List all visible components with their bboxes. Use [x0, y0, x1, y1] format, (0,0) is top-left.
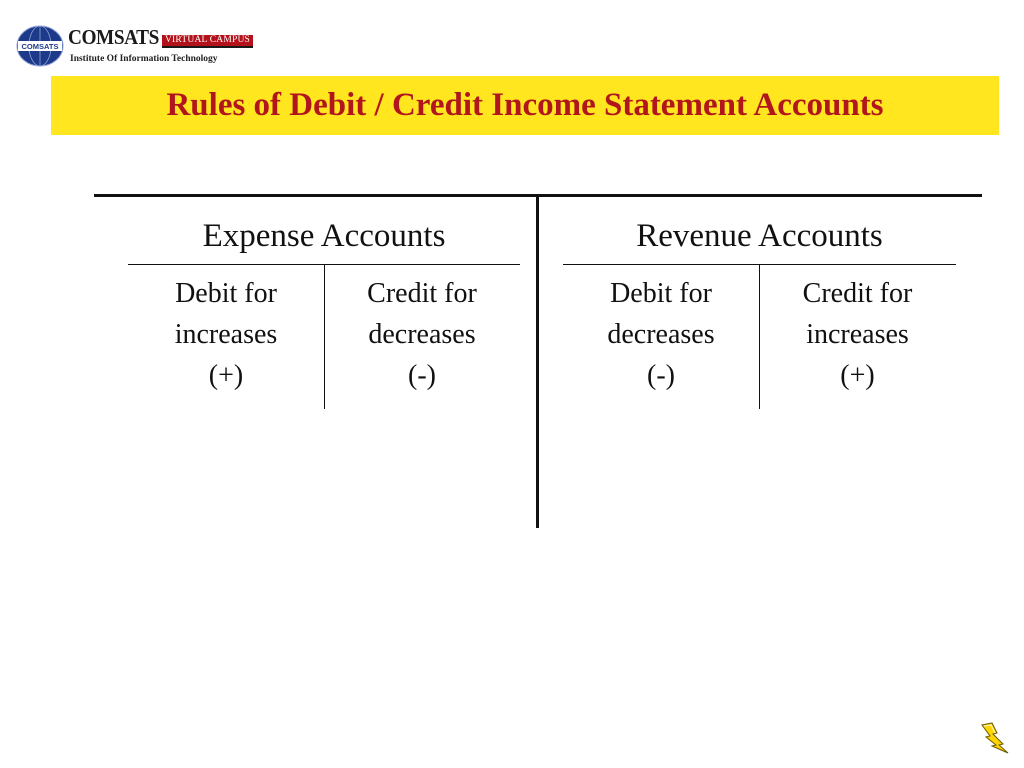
expense-debit-line1: Debit for: [175, 278, 277, 309]
revenue-debit-sign: (-): [647, 360, 675, 391]
comsats-logo: [14, 22, 251, 72]
expense-debit-rule: [128, 273, 324, 396]
expense-credit-line1: Credit for: [367, 278, 477, 309]
expense-credit-line2: decreases: [368, 319, 476, 350]
logo-name: COMSATS: [68, 25, 159, 49]
t-account-center-line: [536, 194, 539, 528]
revenue-debit-line2: decreases: [607, 319, 715, 350]
revenue-credit-line2: increases: [806, 319, 909, 350]
lightning-bolt-icon[interactable]: [978, 722, 1010, 754]
expense-debit-sign: (+): [208, 360, 244, 391]
globe-logo-icon: [14, 24, 66, 68]
revenue-credit-line1: Credit for: [802, 278, 913, 309]
virtual-campus-badge: VIRTUAL CAMPUS: [162, 35, 253, 48]
slide-title: Rules of Debit / Credit Income Statement Accounts: [166, 87, 884, 123]
expense-credit-rule: [324, 273, 520, 396]
expense-accounts-heading: Expense Accounts: [202, 218, 446, 254]
revenue-debit-rule: [563, 273, 759, 396]
globe-logo-text: COMSATS: [21, 42, 59, 51]
title-banner: [51, 76, 999, 135]
revenue-credit-rule: [759, 273, 956, 396]
expense-debit-line2: increases: [174, 319, 278, 350]
expense-credit-sign: (-): [408, 360, 436, 391]
revenue-credit-sign: (+): [840, 360, 875, 391]
logo-tagline: Institute Of Information Technology: [70, 54, 218, 64]
revenue-debit-line1: Debit for: [610, 278, 712, 309]
revenue-accounts-heading: Revenue Accounts: [636, 218, 883, 254]
